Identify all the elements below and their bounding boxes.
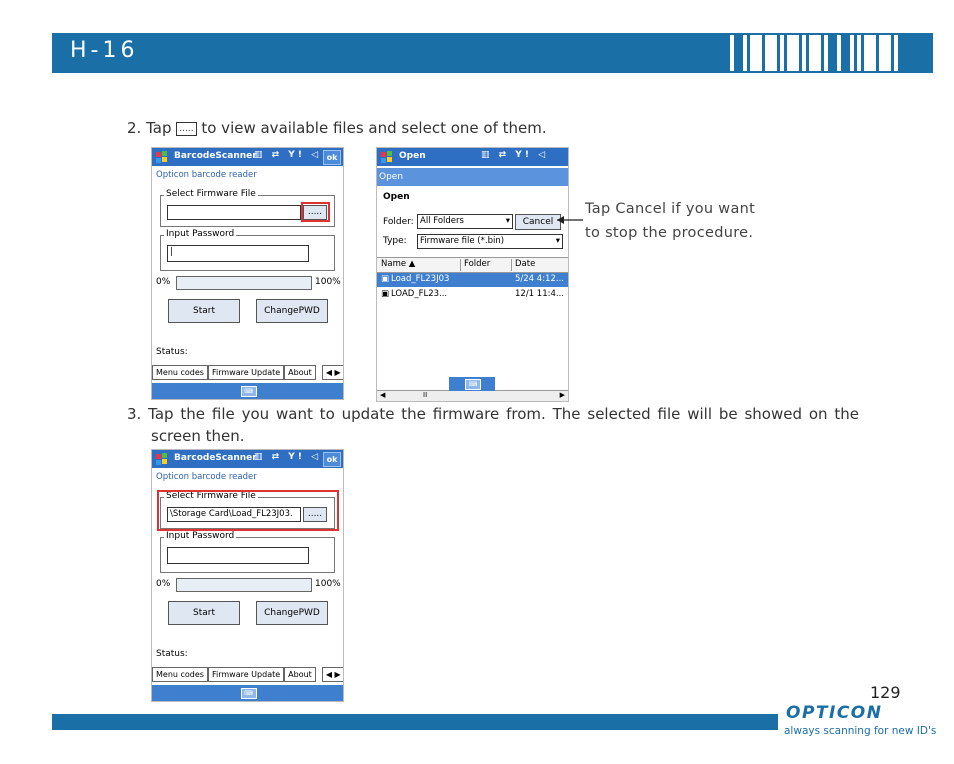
keyboard-icon[interactable]: ⌨ (465, 379, 481, 390)
dialog-header: Open (377, 168, 568, 186)
file-list-header (377, 257, 568, 273)
tab-scroll-arrows[interactable]: ◀ ▶ (322, 365, 344, 380)
tab-about[interactable]: About (284, 667, 316, 682)
firmware-file-label: Select Firmware File (166, 491, 256, 501)
file-row-selected[interactable]: ▣ Load_FL23J03 5/24 4:12... (377, 273, 568, 287)
progress-end-label: 100% (315, 579, 341, 589)
scroll-right-icon[interactable]: ▶ (559, 391, 565, 399)
password-input[interactable]: | (167, 245, 309, 262)
column-folder[interactable]: Folder (460, 259, 490, 271)
password-label: Input Password (166, 531, 235, 541)
step-2-text: 2. Tap ..... to view available files and select one of them. (127, 119, 547, 137)
browse-button-glyph: ..... (176, 122, 196, 136)
window-title: BarcodeScanner (174, 151, 257, 161)
file-row[interactable]: ▣ LOAD_FL23... 12/1 11:4... (381, 289, 564, 299)
status-label: Status: (156, 649, 188, 659)
start-button[interactable]: Start (168, 299, 240, 323)
type-label: Type: (383, 236, 407, 246)
tab-bar (152, 667, 344, 682)
opticon-logo: OPTICON (786, 703, 883, 723)
screen-firmware-update-initial (151, 147, 344, 400)
window-title: Open (399, 151, 426, 161)
firmware-file-input[interactable]: \Storage Card\Load_FL23J03. (167, 507, 301, 522)
app-subtitle: Opticon barcode reader (156, 472, 257, 482)
password-label: Input Password (166, 229, 235, 239)
tab-menu-codes[interactable]: Menu codes (152, 667, 208, 682)
status-icons: ▥ ⇄ Y! ◁ (254, 150, 321, 160)
screen-open-dialog (376, 147, 569, 402)
browse-button[interactable]: ..... (303, 205, 327, 220)
screen-firmware-update-selected (151, 449, 344, 702)
sip-bar (152, 383, 343, 399)
sip-bar (152, 685, 343, 701)
password-input[interactable] (167, 547, 309, 564)
horizontal-scrollbar[interactable]: ◀ II ▶ (377, 390, 568, 401)
type-select[interactable]: Firmware file (*.bin) ▾ (417, 234, 563, 249)
file-icon: ▣ (381, 289, 390, 299)
start-button[interactable]: Start (168, 601, 240, 625)
column-date[interactable]: Date (511, 259, 535, 271)
cancel-button[interactable]: Cancel (515, 214, 561, 230)
callout-text: Tap Cancel if you want to stop the procedure. (585, 201, 756, 241)
section-title: H-16 (70, 38, 139, 63)
file-icon: ▣ (381, 274, 390, 284)
firmware-field-highlight (157, 490, 339, 531)
column-name[interactable]: Name ▲ (381, 259, 416, 269)
tab-firmware-update[interactable]: Firmware Update (208, 667, 284, 682)
title-bar (152, 450, 343, 468)
tab-firmware-update[interactable]: Firmware Update (208, 365, 284, 380)
firmware-file-input[interactable] (167, 205, 301, 220)
footer-bar (52, 714, 778, 730)
change-pwd-button[interactable]: ChangePWD (256, 601, 328, 625)
windows-start-icon[interactable] (155, 452, 169, 466)
keyboard-icon[interactable]: ⌨ (241, 688, 257, 699)
change-pwd-button[interactable]: ChangePWD (256, 299, 328, 323)
sip-bar (449, 377, 495, 391)
progress-end-label: 100% (315, 277, 341, 287)
status-icons: ▥ ⇄ Y! ◁ (481, 150, 548, 160)
tab-scroll-arrows[interactable]: ◀ ▶ (322, 667, 344, 682)
windows-start-icon[interactable] (380, 150, 394, 164)
callout-arrow (555, 212, 585, 226)
step-3-text: 3. Tap the file you want to update the firmware from. The selected file will be showed on the screen then. (127, 405, 859, 445)
folder-label: Folder: (383, 217, 414, 227)
tab-menu-codes[interactable]: Menu codes (152, 365, 208, 380)
keyboard-icon[interactable]: ⌨ (241, 386, 257, 397)
ok-button[interactable]: ok (323, 452, 341, 467)
browse-highlight (301, 202, 330, 222)
dialog-heading: Open (383, 192, 410, 202)
progress-start-label: 0% (156, 277, 171, 287)
window-title: BarcodeScanner (174, 453, 257, 463)
progress-start-label: 0% (156, 579, 171, 589)
status-icons: ▥ ⇄ Y! ◁ (254, 452, 321, 462)
password-group (160, 531, 335, 573)
windows-start-icon[interactable] (155, 150, 169, 164)
tab-bar (152, 365, 344, 380)
title-bar (377, 148, 568, 166)
progress-bar (176, 578, 312, 592)
password-group (160, 229, 335, 271)
app-subtitle: Opticon barcode reader (156, 170, 257, 180)
chevron-down-icon: ▾ (505, 216, 510, 226)
ok-button[interactable]: ok (323, 150, 341, 165)
browse-button[interactable]: ..... (303, 507, 327, 522)
scroll-left-icon[interactable]: ◀ (380, 391, 386, 399)
chevron-down-icon: ▾ (555, 236, 560, 246)
logo-tagline: always scanning for new ID's (784, 725, 937, 737)
firmware-file-label: Select Firmware File (166, 189, 256, 199)
tab-about[interactable]: About (284, 365, 316, 380)
progress-bar (176, 276, 312, 290)
folder-select[interactable]: All Folders ▾ (417, 214, 513, 229)
title-bar (152, 148, 343, 166)
page-number: 129 (870, 683, 901, 702)
barcode-decoration (730, 35, 898, 71)
status-label: Status: (156, 347, 188, 357)
